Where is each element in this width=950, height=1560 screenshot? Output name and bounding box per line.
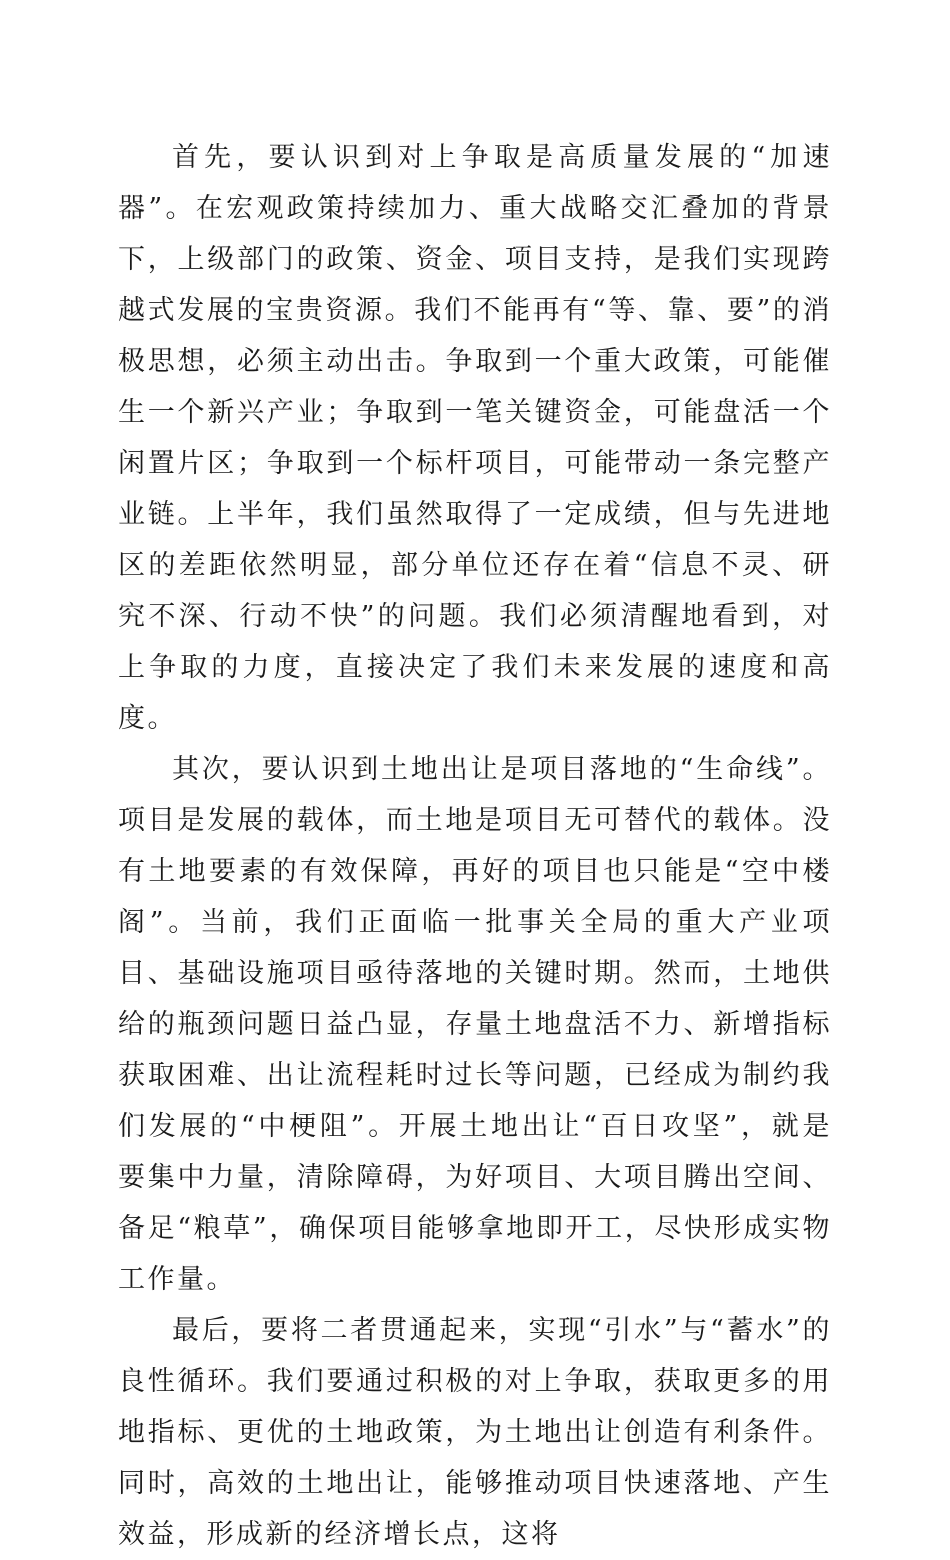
paragraph-1: 首先，要认识到对上争取是高质量发展的“加速器”。在宏观政策持续加力、重大战略交汇叠加的背景下，上级部门的政策、资金、项目支持，是我们实现跨越式发展的宝贵资源。我们不能再有“等、靠、要”的消极思想，必须主动出击。争取到一个重大政策，可能催生一个新兴产业；争取到一笔关键资金，可能盘活一个闲置片区；争取到一个标杆项目，可能带动一条完整产业链。上半年，我们虽然取得了一定成绩，但与先进地区的差距依然明显，部分单位还存在着“信息不灵、研究不深、行动不快”的问题。我们必须清醒地看到，对上争取的力度，直接决定了我们未来发展的速度和高度。 (118, 142, 832, 734)
paragraph-2: 其次，要认识到土地出让是项目落地的“生命线”。项目是发展的载体，而土地是项目无可替代的载体。没有土地要素的有效保障，再好的项目也只能是“空中楼阁”。当前，我们正面临一批事关全局的重大产业项目、基础设施项目亟待落地的关键时期。然而，土地供给的瓶颈问题日益凸显，存量土地盘活不力、新增指标获取困难、出让流程耗时过长等问题，已经成为制约我们发展的“中梗阻”。开展土地出让“百日攻坚”，就是要集中力量，清除障碍，为好项目、大项目腾出空间、备足“粮草”，确保项目能够拿地即开工，尽快形成实物工作量。 (118, 754, 832, 1295)
paragraph-3: 最后，要将二者贯通起来，实现“引水”与“蓄水”的良性循环。我们要通过积极的对上争取，获取更多的用地指标、更优的土地政策，为土地出让创造有利条件。同时，高效的土地出让，能够推动项目快速落地、产生效益，形成新的经济增长点，这将 (118, 1315, 832, 1550)
document-body (118, 132, 832, 1560)
